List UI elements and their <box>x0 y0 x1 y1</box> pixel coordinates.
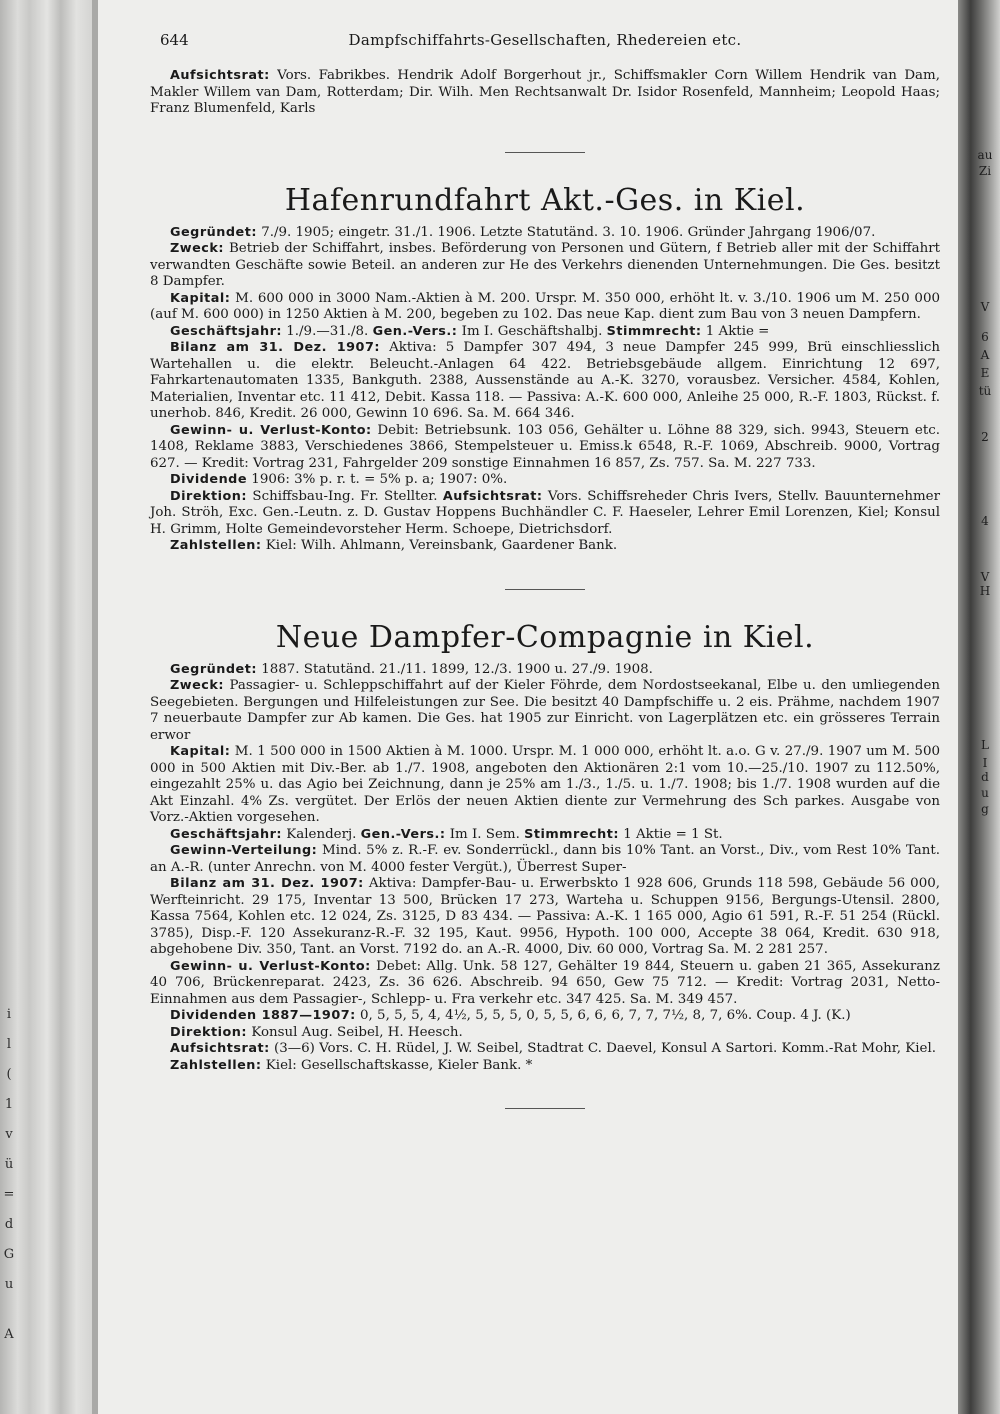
section-fiscal-year <box>150 827 940 844</box>
section-label: Gegründet: <box>170 661 257 677</box>
margin-fragment: g <box>981 802 989 816</box>
section-label: Aufsichtsrat: <box>170 1041 270 1056</box>
top-fragment <box>150 68 940 118</box>
section-label: Gewinn-Verteilung: <box>170 843 318 858</box>
margin-fragment: I <box>982 756 988 770</box>
section-text: 1 Aktie = <box>705 323 770 339</box>
section-text: Mind. 5% z. R.-F. ev. Sonderrückl., dann bis 10% Tant. an Vorst., Div., vom Rest 10% Tant. an A.-R. (unter Anrechn. von M. 4000 fester Vergüt.), Überrest Super- <box>150 843 940 875</box>
section-label: Stimmrecht: <box>524 826 619 842</box>
company-entry <box>150 620 940 1075</box>
separator-rule <box>505 589 585 590</box>
page-content <box>150 24 940 1139</box>
section-text: 1887. Statutänd. 21./11. 1899, 12./3. 1900 u. 27./9. 1908. <box>261 661 653 677</box>
margin-fragment: ü <box>4 1157 14 1172</box>
right-page-edge <box>958 0 1000 1414</box>
margin-fragment: v <box>5 1127 13 1142</box>
section-label: Zahlstellen: <box>170 1057 262 1073</box>
section-label: Zweck: <box>170 241 224 256</box>
running-title: Dampfschiffahrts-Gesellschaften, Rhedereien etc. <box>348 31 742 49</box>
margin-fragment: 2 <box>981 430 989 444</box>
section-label: Aufsichtsrat: <box>442 488 543 504</box>
section-paying-agents <box>150 1058 940 1075</box>
margin-fragment: u <box>4 1277 14 1292</box>
section-supervisory-board <box>150 1041 940 1058</box>
section-text: Konsul Aug. Seibel, H. Heesch. <box>251 1024 463 1040</box>
section-label: Dividende <box>170 472 248 487</box>
margin-fragment: Zi <box>978 164 992 178</box>
section-text: (3—6) Vors. C. H. Rüdel, J. W. Seibel, Stadtrat C. Daevel, Konsul A Sartori. Komm.-Rat Mohr, Kiel. <box>273 1041 937 1056</box>
section-label: Zahlstellen: <box>170 538 262 553</box>
section-text: M. 1 500 000 in 1500 Aktien à M. 1000. Urspr. M. 1 000 000, erhöht lt. a.o. G v. 27./9. 1907 um M. 500 000 in 500 Aktien mit Div.-Ber. ab 1./7. 1908, angeboten den Aktionären 2:1 vom 10.—25./10. 1907 zu 112.50%, eingezahlt 25% u. das Agio bei Zeichnung, dann je 25% am 1./3., 1./5. u. 1./7. 1908; bis 1./7. 1908 wurden auf die Akt Einzahl. 4% Zs. vergütet. Der Erlös der neuen Aktien diente zur Vermehrung des Sch parkes. Ausgabe von Vorz.-Aktien vorgesehen. <box>150 744 940 825</box>
section-text: Aktiva: Dampfer-Bau- u. Erwerbskto 1 928 606, Grunds 118 598, Gebäude 56 000, Werfteinricht. 29 175, Inventar 13 500, Brücken 17 273, Warteha u. Schuppen 9156, Bergungs-Utensil. 2800, Kassa 7564, Kohlen etc. 12 024, Zs. 3125, D 83 434. — Passiva: A.-K. 1 165 000, Agio 61 591, R.-F. 51 254 (Rückl. 3785), Disp.-F. 120 Assekuranz-R.-F. 32 195, Kaut. 9956, Hypoth. 100 000, Accepte 38 064, Kredit. 630 918, abgehobene Div. 350, Tant. an Vorst. 7192 do. an A.-R. 4000, Div. 60 000, Vortrag Sa. M. 2 281 257. <box>150 876 940 957</box>
margin-fragment: L <box>981 738 989 752</box>
section-label: Zweck: <box>170 678 224 693</box>
margin-fragment: l <box>6 1037 12 1052</box>
margin-fragment: i <box>6 1007 12 1022</box>
margin-fragment: H <box>979 584 991 598</box>
section-paying-agents <box>150 538 940 555</box>
company-title: Neue Dampfer-Compagnie in Kiel. <box>275 619 815 655</box>
section-text: Vors. Schiffsreheder Chris Ivers, Stellv. Bauunternehmer Joh. Ströh, Exc. Gen.-Leutn. z. D. Gustav Hoppens Buchhändler C. F. Haeseler, Lehrer Emil Lorenzen, Kiel; Konsul H. Grimm, Holte Gemeindevorsteher Herm. Schoepe, Dietrichsdorf. <box>150 488 940 537</box>
margin-fragment: u <box>981 786 989 800</box>
section-label: Kapital: <box>170 290 231 306</box>
section-label: Bilanz am 31. Dez. 1907: <box>170 876 364 891</box>
section-text: 1906: 3% p. r. t. = 5% p. a; 1907: 0%. <box>251 472 508 487</box>
section-text: Passagier- u. Schleppschiffahrt auf der Kieler Föhrde, dem Nordostseekanal, Elbe u. den umliegenden Seegebieten. Bergungen und Hilfeleistungen zur See. Die besitzt 40 Dampfschiffe u. 2 eis. Prähme, nachdem 1907 7 neuerbaute Dampfer zur Ab kamen. Die Ges. hat 1905 zur Einricht. von Lagerplätzen etc. ein grösseres Terrain erwor <box>150 678 940 743</box>
margin-fragment: au <box>977 148 993 162</box>
company-entry <box>150 183 940 555</box>
section-text: 0, 5, 5, 5, 4, 4½, 5, 5, 5, 0, 5, 5, 6, 6, 6, 7, 7, 7½, 8, 7, 6%. Coup. 4 J. (K.) <box>360 1008 851 1023</box>
section-label: Dividenden 1887—1907: <box>170 1008 356 1023</box>
section-text: 7./9. 1905; eingetr. 31./1. 1906. Letzte Statutänd. 3. 10. 1906. Gründer Jahrgang 1906/07. <box>261 224 876 240</box>
section-label: Geschäftsjahr: <box>170 323 282 339</box>
section-purpose <box>150 678 940 744</box>
section-purpose <box>150 241 940 291</box>
section-label: Aufsichtsrat: <box>170 68 270 83</box>
section-fiscal-year <box>150 324 940 341</box>
margin-fragment: A <box>4 1327 14 1342</box>
section-label: Gen.-Vers.: <box>360 826 446 842</box>
section-text: Debet: Allg. Unk. 58 127, Gehälter 19 844, Steuern u. gaben 21 365, Assekuranz 40 706, Brückenreparat. 2423, Zs. 36 626. Abschreib. 94 650, Gew 75 712. — Kredit: Vortrag 2031, Netto-Einnahmen aus dem Passagier-, Schlepp- u. Fra verkehr etc. 347 425. Sa. M. 349 457. <box>150 958 940 1007</box>
section-profit-loss <box>150 423 940 473</box>
section-text: Im I. Geschäftshalbj. <box>461 323 603 339</box>
section-profit-distribution <box>150 843 940 876</box>
margin-fragment: 6 <box>981 330 989 344</box>
section-label: Bilanz am 31. Dez. 1907: <box>170 340 380 355</box>
section-text: Kiel: Wilh. Ahlmann, Vereinsbank, Gaardener Bank. <box>265 538 618 553</box>
section-text: Betrieb der Schiffahrt, insbes. Beförderung von Personen und Gütern, f Betrieb aller mit der Schiffahrt verwandten Geschäfte sowie Beteil. an anderen zur He des Verkehrs dienenden Unternehmungen. Die Ges. besitzt 8 Dampfer. <box>150 241 940 289</box>
section-management <box>150 1025 940 1042</box>
margin-fragment: 4 <box>981 514 989 528</box>
section-balance <box>150 340 940 423</box>
section-founded <box>150 662 940 679</box>
section-text: Schiffsbau-Ing. Fr. Stellter. <box>252 488 438 504</box>
section-label: Gewinn- u. Verlust-Konto: <box>170 422 372 438</box>
section-founded <box>150 225 940 242</box>
section-label: Stimmrecht: <box>606 323 702 339</box>
section-balance <box>150 876 940 959</box>
margin-fragment: d <box>981 770 989 784</box>
section-label: Gewinn- u. Verlust-Konto: <box>170 958 371 974</box>
section-capital <box>150 291 940 324</box>
company-title: Hafenrundfahrt Akt.-Ges. in Kiel. <box>284 182 806 218</box>
running-header <box>150 24 940 54</box>
section-label: Gen.-Vers.: <box>372 323 458 339</box>
page-number: 644 <box>160 31 189 49</box>
section-profit-loss <box>150 959 940 1009</box>
margin-fragment: V <box>980 570 990 584</box>
section-label: Gegründet: <box>170 224 257 240</box>
section-text: Debit: Betriebsunk. 103 056, Gehälter u. Löhne 88 329, sich. 9943, Steuern etc. 1408, Reklame 3883, Verschiedenes 3866, Stempelsteuer u. Emiss.k 6548, R.-F. 1069, Abschreib. 9000, Vortrag 627. — Kredit: Vortrag 231, Fahrgelder 209 sonstige Einnahmen 16 857, Zs. 757. Sa. M. 227 733. <box>150 422 940 471</box>
section-text: Vors. Fabrikbes. Hendrik Adolf Borgerhout jr., Schiffsmakler Corn Willem Hendrik van Dam, Makler Willem van Dam, Rotterdam; Dir. Wilh. Men Rechtsanwalt Dr. Isidor Rosenfeld, Mannheim; Leopold Haas; Franz Blumenfeld, Karls <box>150 68 940 116</box>
section-text: Aktiva: 5 Dampfer 307 494, 3 neue Dampfer 245 999, Brü einschliesslich Wartehallen u. die elektr. Beleucht.-Anlagen 64 422. Betriebsgebäude allgem. Einrichtung 12 697, Fahrkartenautomaten 1335, Bankguth. 2388, Aussenstände au A.-K. 3270, vorausbez. Versicher. 4584, Kohlen, Materialien, Inventar etc. 11 412, Debit. Kassa 118. — Passiva: A.-K. 600 000, Anleihe 25 000, R.-F. 1803, Rückst. f. unerhob. 846, Kredit. 26 000, Gewinn 10 696. Sa. M. 664 346. <box>150 340 940 421</box>
section-text: Kalenderj. <box>286 826 357 842</box>
margin-fragment: ( <box>6 1067 12 1082</box>
margin-fragment: 1 <box>4 1097 14 1112</box>
section-label: Direktion: <box>170 488 248 504</box>
section-text: 1 Aktie = 1 St. <box>623 826 723 842</box>
section-dividends <box>150 1008 940 1025</box>
margin-fragment: = <box>3 1187 15 1202</box>
section-capital <box>150 744 940 827</box>
section-label: Kapital: <box>170 744 231 759</box>
margin-fragment: E <box>980 366 990 380</box>
section-text: Kiel: Gesellschaftskasse, Kieler Bank. * <box>265 1057 533 1073</box>
margin-fragment: A <box>980 348 990 362</box>
section-text: Im I. Sem. <box>449 826 520 842</box>
separator-rule <box>505 152 585 153</box>
margin-fragment: d <box>4 1217 14 1232</box>
section-label: Geschäftsjahr: <box>170 826 282 842</box>
separator-rule <box>505 1108 585 1109</box>
section-text: 1./9.—31./8. <box>286 323 369 339</box>
section-text: M. 600 000 in 3000 Nam.-Aktien à M. 200. Urspr. M. 350 000, erhöht lt. v. 3./10. 1906 um M. 250 000 (auf M. 600 000) in 1250 Aktien à M. 200, begeben zu 102. Das neue Kap. dient zum Bau von 3 neuen Dampfern. <box>150 290 940 322</box>
section-label: Direktion: <box>170 1024 248 1040</box>
section-management <box>150 489 940 539</box>
margin-fragment: G <box>3 1247 15 1262</box>
section-dividend <box>150 472 940 489</box>
margin-fragment: V <box>980 300 990 314</box>
margin-fragment: tü <box>978 384 992 398</box>
